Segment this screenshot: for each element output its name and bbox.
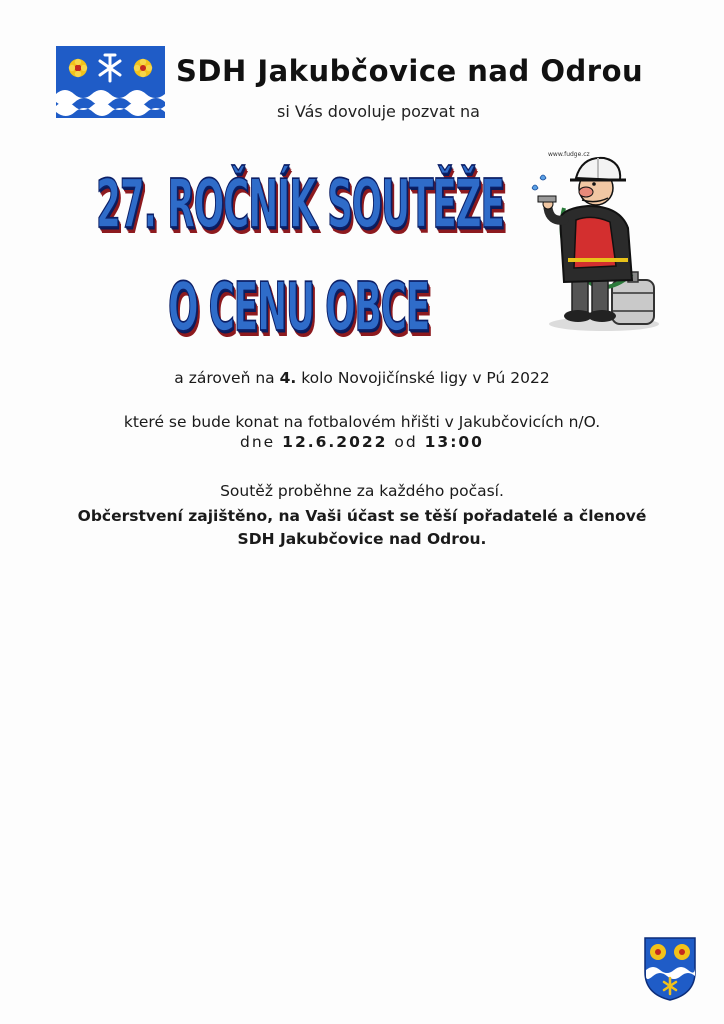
league-suffix: kolo Novojičínské ligy v Pú 2022 [296, 369, 550, 387]
headline-line-1: 27. ROČNÍK SOUTĚŽE [96, 165, 504, 244]
closing-text-line-1: Občerstvení zajištěno, na Vaši účast se těší pořadatelé a členové [77, 507, 647, 525]
league-round-text [0, 369, 724, 387]
date-time-text [0, 433, 724, 451]
venue-text: které se bude konat na fotbalovém hřišti v Jakubčovicích n/O. [123, 413, 601, 431]
league-prefix: a zároveň na [174, 369, 280, 387]
headline-line-2: O CENU OBCE [168, 268, 430, 347]
invitation-text: si Vás dovoluje pozvat na [277, 102, 480, 121]
league-round-number: 4. [279, 369, 297, 387]
time-prefix: od [387, 433, 425, 451]
event-date: 12.6.2022 [282, 433, 388, 451]
organization-name: SDH Jakubčovice nad Odrou [176, 54, 644, 88]
firefighter-mascot-icon [524, 148, 674, 340]
weather-text: Soutěž proběhne za každého počasí. [220, 482, 504, 500]
coat-of-arms-icon [643, 936, 697, 1002]
date-prefix: dne [240, 433, 283, 451]
mascot-url-text: www.fudge.cz [548, 151, 590, 158]
closing-text-line-2: SDH Jakubčovice nad Odrou. [237, 530, 487, 548]
event-time: 13:00 [424, 433, 484, 451]
municipal-flag-icon [56, 46, 165, 118]
